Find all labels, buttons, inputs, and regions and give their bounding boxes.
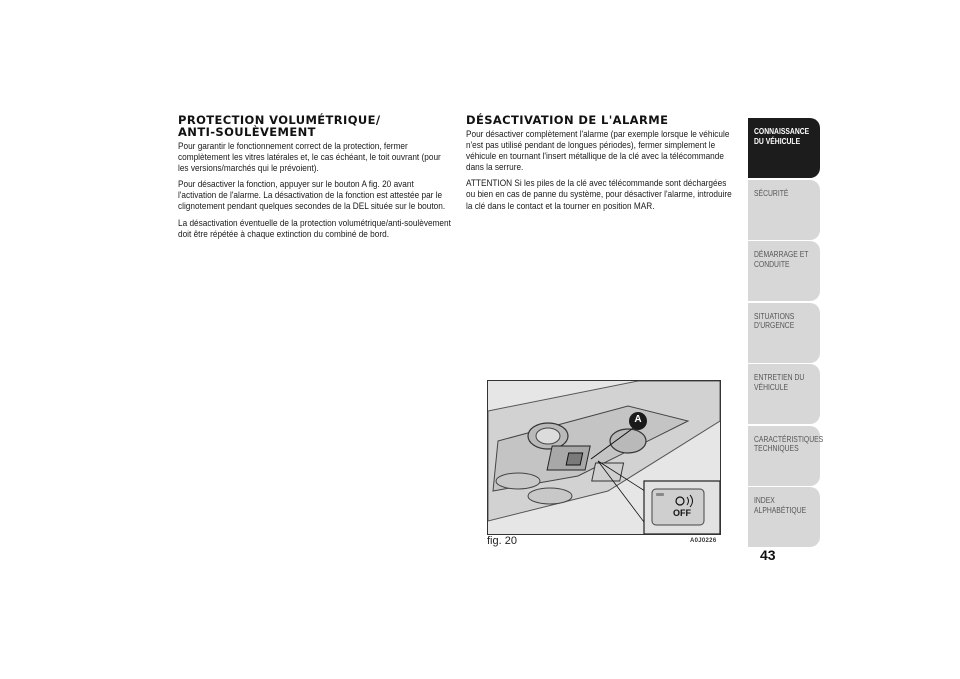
tab-label: SITUATIONS D'URGENCE	[754, 310, 795, 330]
paragraph: ATTENTION Si les piles de la clé avec télécommande sont déchargées ou bien en cas de panne du système, pour désactiver l'alarme, introduire la clé dans le contact et la tourner en position MAR.	[466, 178, 732, 212]
tab-demarrage-et-conduite[interactable]	[748, 241, 820, 301]
tab-label: INDEX ALPHABÉTIQUE	[754, 495, 807, 515]
tab-label: SÉCURITÉ	[754, 187, 789, 198]
tab-label: CONNAISSANCE DU VÉHICULE	[754, 126, 810, 146]
tab-label: ENTRETIEN DU VÉHICULE	[754, 372, 805, 392]
tab-caracteristiques-techniques[interactable]	[748, 426, 824, 486]
tab-index-alphabetique[interactable]	[748, 487, 820, 547]
figure-caption: fig. 20	[487, 535, 517, 547]
section-heading-alarm-deactivation: DÉSACTIVATION DE L'ALARME	[466, 113, 669, 127]
left-column	[178, 114, 453, 245]
tab-securite[interactable]	[748, 180, 820, 240]
figure-code: A0J0226	[690, 538, 717, 544]
callout-label: A	[634, 414, 642, 425]
section-heading-volumetric	[178, 114, 453, 138]
tab-situations-d-urgence[interactable]	[748, 303, 820, 363]
paragraph: La désactivation éventuelle de la protection volumétrique/anti-soulèvement doit être répétée à chaque extinction du combiné de bord.	[178, 217, 451, 240]
tab-entretien-du-vehicule[interactable]	[748, 364, 820, 424]
chapter-tabs	[748, 118, 824, 549]
tab-label: CARACTÉRISTIQUES TECHNIQUES	[754, 433, 824, 453]
heading-line-1: PROTECTION VOLUMÉTRIQUE/	[178, 113, 381, 127]
tab-label: DÉMARRAGE ET CONDUITE	[754, 249, 809, 269]
paragraph: Pour garantir le fonctionnement correct de la protection, fermer complètement les vitres latérales et, le cas échéant, le toit ouvrant (pour les versions/marchés qui le prévoient).	[178, 141, 441, 175]
tab-connaissance-du-vehicule[interactable]	[748, 118, 820, 178]
paragraph: Pour désactiver la fonction, appuyer sur le bouton A fig. 20 avant l'activation de l'alarme. La désactivation de la fonction est attestée par le clignotement pendant quelques secondes de la DEL située sur le bouton.	[178, 179, 446, 213]
off-button-label: OFF	[673, 508, 691, 518]
right-column	[466, 114, 738, 217]
paragraph: Pour désactiver complètement l'alarme (par exemple lorsque le véhicule n'est pas utilisé pendant de longues périodes), fermer simplement le véhicule en tournant l'insert métallique de la clé avec la télécommande dans la serrure.	[466, 129, 730, 174]
heading-line-2: ANTI-SOULÈVEMENT	[178, 125, 316, 139]
figure-roof-console	[487, 380, 721, 535]
page-number: 43	[760, 547, 776, 563]
